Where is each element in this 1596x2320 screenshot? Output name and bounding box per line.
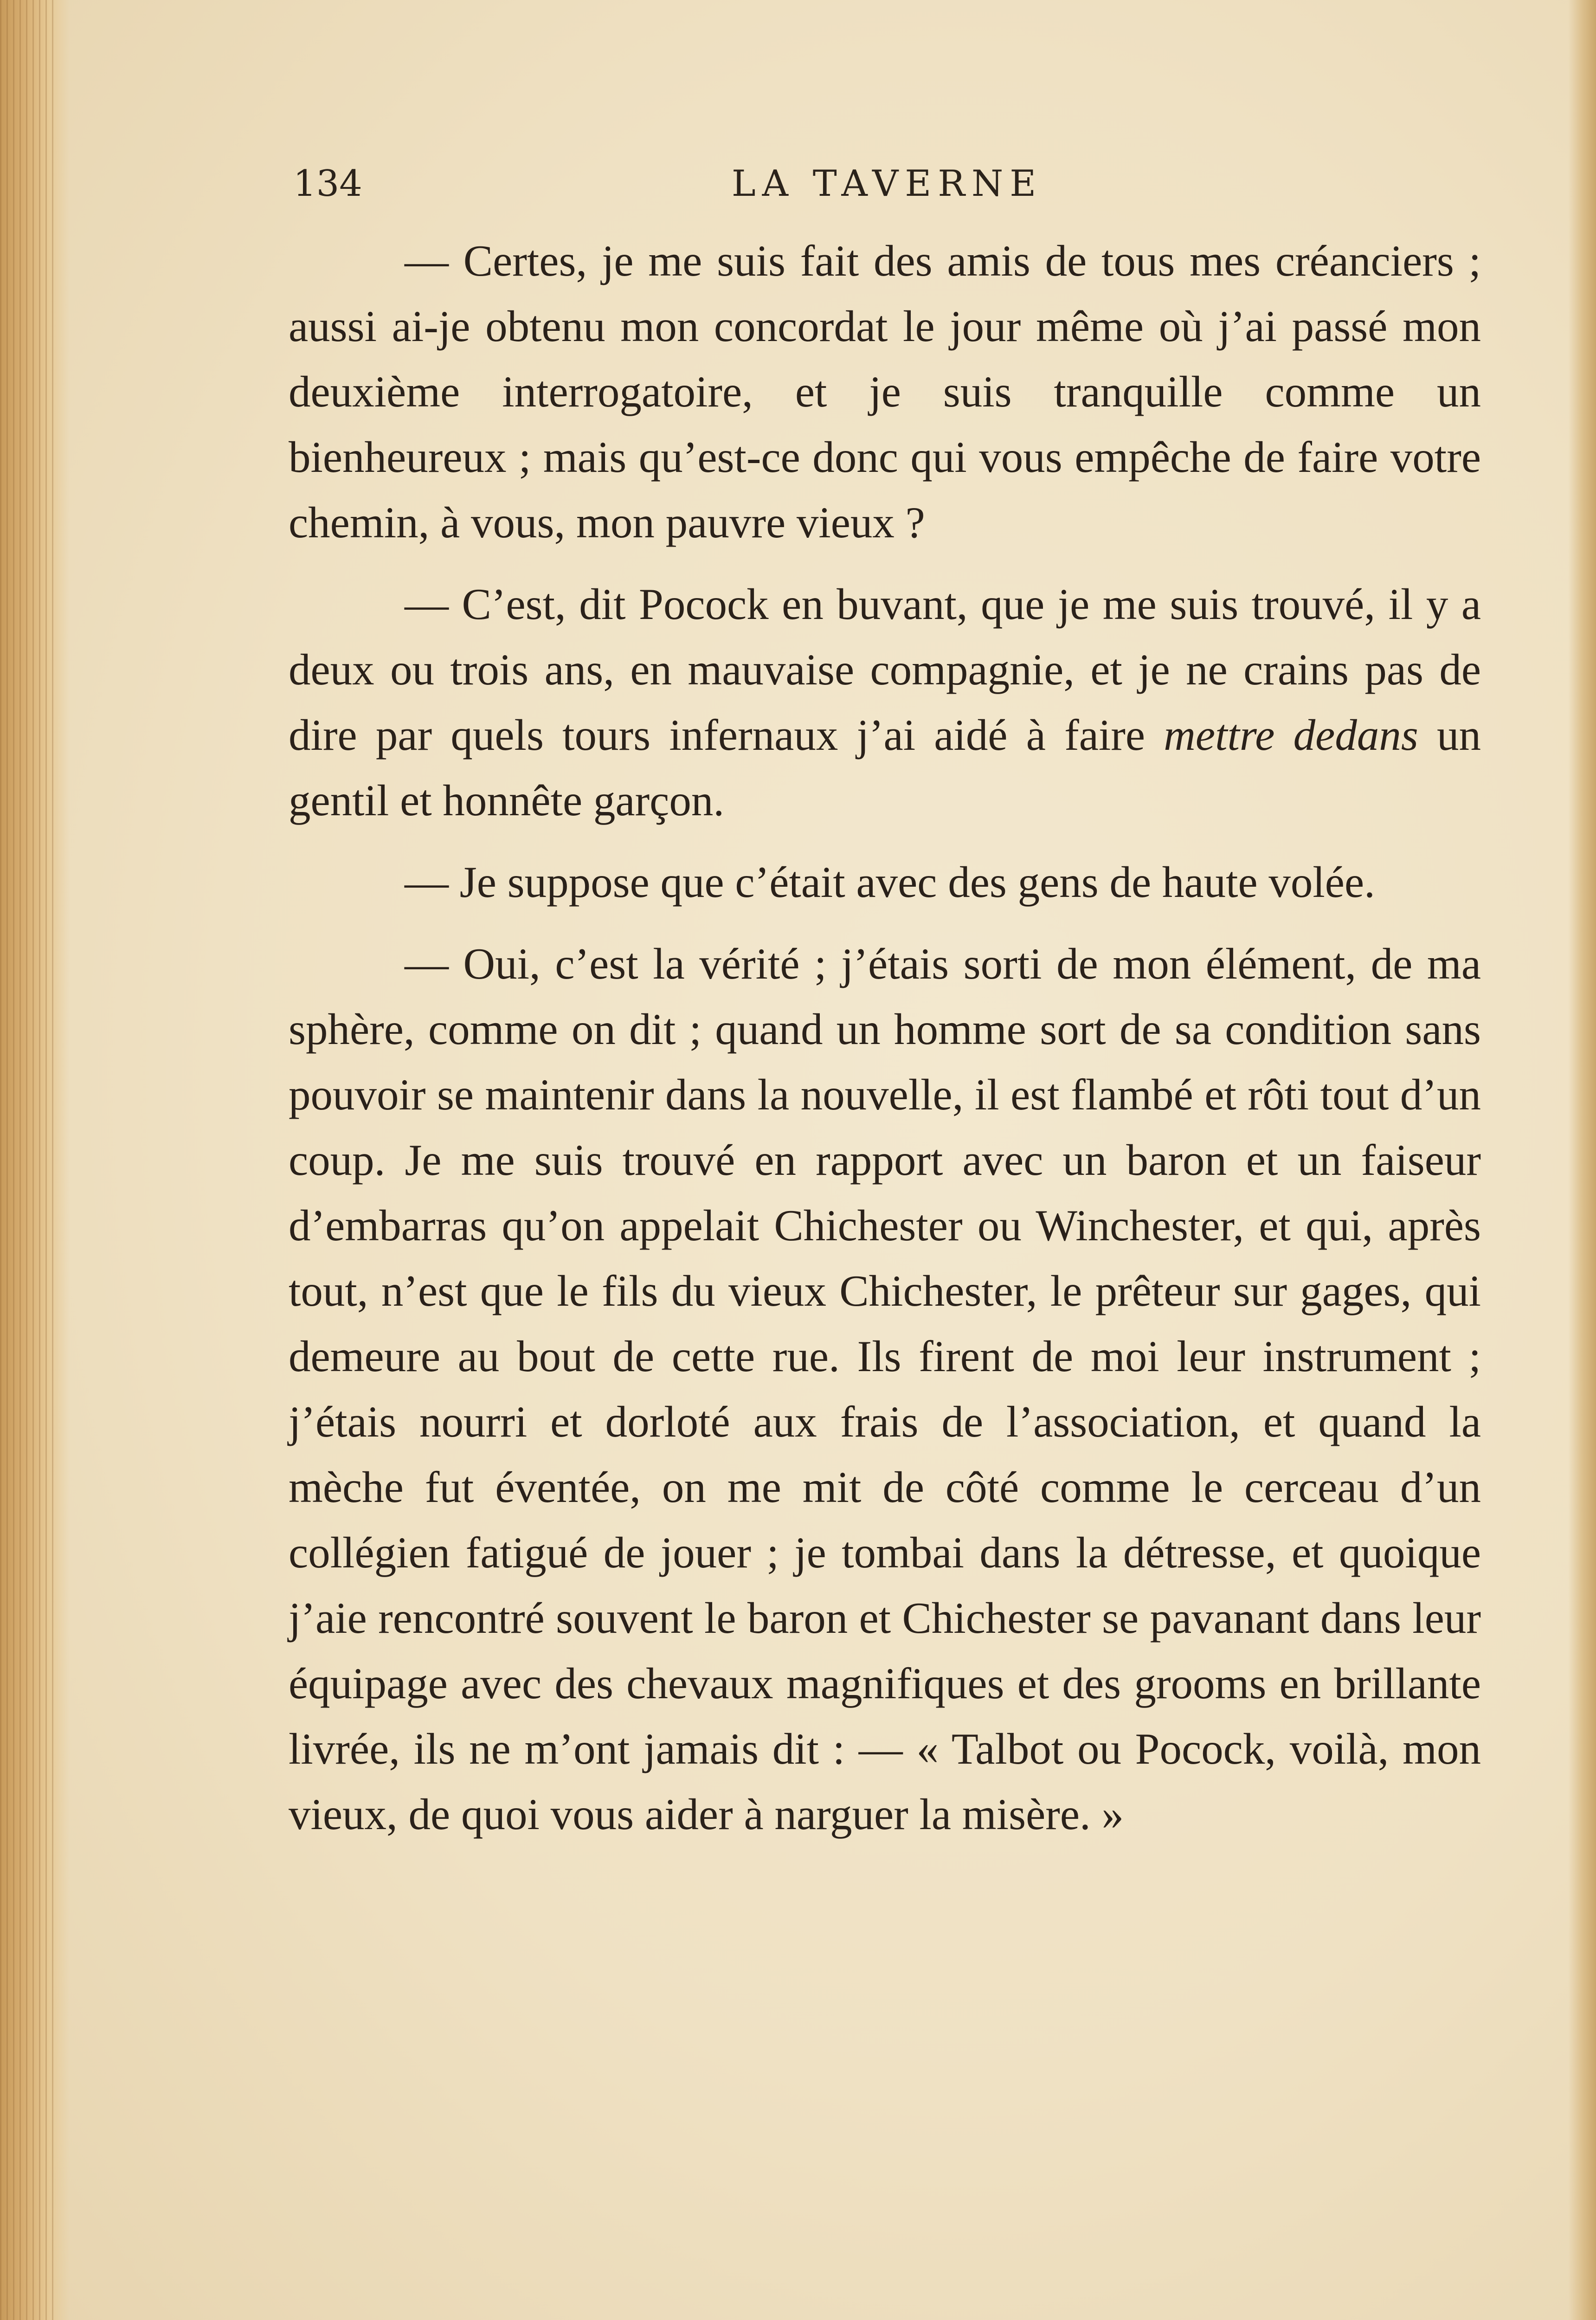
page-number: 134 (293, 163, 362, 205)
paragraph-text: — C’est, dit Pocock en buvant, que je me suis trouvé, il y a deux ou trois ans, en mauvaise compagnie, et je ne crains pas de dire par quels tours infernaux j’ai aidé à faire (289, 580, 1481, 760)
body-text (289, 228, 1481, 1863)
paragraph: — Je suppose que c’était avec des gens de haute volée. (405, 857, 1375, 907)
running-head (293, 156, 1481, 212)
paragraph: — Oui, c’est la vérité ; j’étais sorti de mon élément, de ma sphère, comme on dit ; quand un homme sort de sa condition sans pouvoir se maintenir dans la nouvelle, il est flambé et rôti tout d’un coup. Je me suis trouvé en rapport avec un baron et un faiseur d’embarras qu’on appelait Chichester ou Winchester, et qui, après tout, n’est que le fils du vieux Chichester, le prêteur sur gages, qui demeure au bout de cette rue. Ils firent de moi leur instrument ; j’étais nourri et dorloté aux frais de l’association, et quand la mèche fut éventée, on me mit de côté comme le cerceau d’un collégien fatigué de jouer ; je tombai dans la détresse, et quoique j’aie rencontré souvent le baron et Chichester se pavanant dans leur équipage avec des chevaux magnifiques et des grooms en brillante livrée, ils ne m’ont jamais dit : — « Talbot ou Pocock, voilà, mon vieux, de quoi vous aider à narguer la misère. » (289, 939, 1481, 1839)
paragraph: — Certes, je me suis fait des amis de tous mes créanciers ; aussi ai-je obtenu mon concordat le jour même où j’ai passé mon deuxième interrogatoire, et je suis tranquille comme un bienheureux ; mais qu’est-ce donc qui vous empêche de faire votre chemin, à vous, mon pauvre vieux ? (289, 236, 1481, 547)
paragraph (289, 572, 1481, 833)
page-stack-left-lines (0, 0, 56, 2320)
page-stack-right-edge (1568, 0, 1596, 2320)
running-title: LA TAVERNE (731, 163, 1043, 205)
paragraph-text: un gentil et honnête garçon. (289, 710, 1481, 825)
italic-phrase: mettre dedans (1164, 710, 1418, 760)
